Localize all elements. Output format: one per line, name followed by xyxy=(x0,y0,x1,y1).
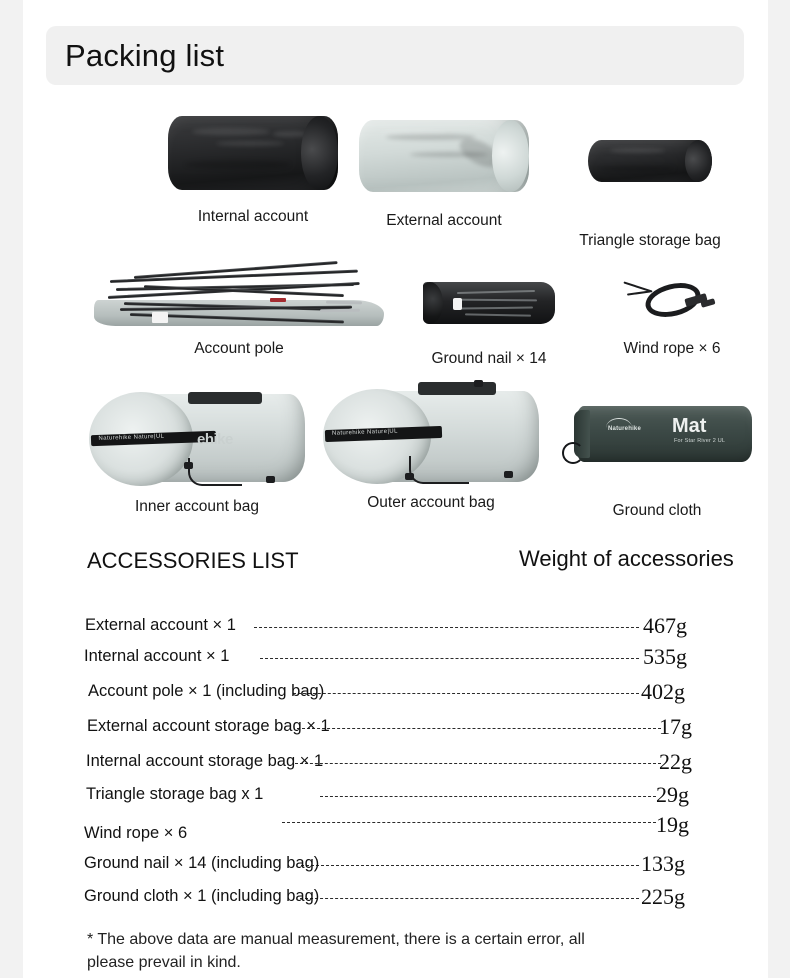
accessory-name: External account × 1 xyxy=(85,616,236,634)
accessory-name: Internal account × 1 xyxy=(84,647,230,665)
accessory-name: Internal account storage bag × 1 xyxy=(86,752,324,770)
gallery-item-outer-account-bag xyxy=(316,380,546,512)
accessory-weight: 535g xyxy=(643,644,687,669)
product-gallery xyxy=(46,116,768,519)
triangle-storage-bag-dark-icon xyxy=(588,140,712,182)
table-row xyxy=(46,851,768,885)
accessory-name: Account pole × 1 (including bag) xyxy=(88,682,325,700)
accessory-name: Wind rope × 6 xyxy=(84,824,188,842)
gallery-item-wind-rope xyxy=(584,272,760,358)
gallery-item-triangle-storage-bag xyxy=(540,116,760,250)
page-title: Packing list xyxy=(65,37,225,73)
accessory-weight: 19g xyxy=(656,812,689,837)
accessory-weight: 133g xyxy=(641,851,685,876)
gallery-row-2 xyxy=(46,254,768,366)
ground-nail-image xyxy=(423,282,555,336)
table-row xyxy=(46,644,768,678)
table-row xyxy=(46,714,768,748)
gallery-item-label: Wind rope × 6 xyxy=(623,340,721,357)
accessory-weight: 29g xyxy=(656,782,689,807)
gallery-item-label: Triangle storage bag xyxy=(579,232,721,249)
gallery-item-internal-account xyxy=(158,116,348,226)
rolled-tent-bundle-light-icon xyxy=(359,120,529,192)
gallery-item-account-pole xyxy=(94,268,384,358)
stuff-sack-band-text: Naturehike Nature|UL xyxy=(331,428,399,437)
accessories-headings xyxy=(46,548,768,588)
gallery-item-external-account xyxy=(349,116,539,230)
accessory-name: Ground cloth × 1 (including bag) xyxy=(84,887,320,905)
triangle-storage-bag-image xyxy=(588,140,712,218)
ground-nail-bundle-icon xyxy=(423,282,555,324)
accessory-name: Ground nail × 14 (including bag) xyxy=(84,854,320,872)
internal-account-image xyxy=(168,116,338,194)
accessory-weight: 467g xyxy=(643,613,687,638)
accessory-name: External account storage bag × 1 xyxy=(87,717,330,735)
rolled-tent-bundle-dark-icon xyxy=(168,116,338,190)
leader-line xyxy=(260,658,639,659)
accessory-weight: 22g xyxy=(659,749,692,774)
stuff-sack-logo-text: ehike xyxy=(197,431,233,448)
ground-cloth-image xyxy=(562,406,752,490)
page-header-card xyxy=(46,26,744,85)
table-row xyxy=(46,884,768,918)
stuff-sack-cord xyxy=(188,458,242,486)
accessories-list-heading: ACCESSORIES LIST xyxy=(87,548,299,573)
leader-line xyxy=(293,693,639,694)
gallery-item-label: External account xyxy=(386,212,502,229)
mat-drawcord xyxy=(562,442,584,464)
gallery-row-1 xyxy=(46,116,768,254)
mat-subtitle-text: For Star River 2 UL xyxy=(674,438,726,444)
leader-line xyxy=(254,627,639,628)
table-row xyxy=(46,613,768,647)
mat-brand-text: Naturehike xyxy=(608,426,642,432)
gallery-item-label: Inner account bag xyxy=(134,498,260,515)
stuff-sack-cord xyxy=(409,456,469,484)
table-row xyxy=(46,679,768,713)
gallery-item-label: Internal account xyxy=(197,208,309,225)
weight-of-accessories-heading: Weight of accessories xyxy=(519,546,734,571)
gallery-item-label: Ground cloth xyxy=(612,502,702,519)
gallery-row-3 xyxy=(46,366,768,519)
external-account-image xyxy=(359,120,529,198)
inner-account-bag-image xyxy=(89,388,305,488)
gallery-item-ground-nail xyxy=(394,272,584,368)
measurement-note: * The above data are manual measurement, there is a certain error, all please prevail in kind. xyxy=(87,931,585,971)
gallery-item-label: Account pole xyxy=(194,340,284,357)
table-row xyxy=(46,812,768,849)
account-pole-image xyxy=(94,268,384,326)
pole-bag-tag xyxy=(152,312,168,323)
leader-line xyxy=(300,898,639,899)
gallery-item-label: Ground nail × 14 xyxy=(431,350,547,367)
leader-line xyxy=(301,865,639,866)
wind-rope-image xyxy=(617,272,727,326)
accessory-weight: 225g xyxy=(641,884,685,909)
gallery-item-ground-cloth xyxy=(546,396,768,520)
stuff-sack-band-text: Naturehike Nature|UL xyxy=(98,433,165,442)
accessory-weight: 17g xyxy=(659,714,692,739)
mat-bag-icon xyxy=(576,406,752,462)
table-row xyxy=(46,749,768,783)
gallery-item-inner-account-bag xyxy=(82,388,312,516)
accessory-name: Triangle storage bag x 1 xyxy=(86,785,264,803)
outer-account-bag-image xyxy=(323,380,539,488)
gallery-item-label: Outer account bag xyxy=(367,494,495,511)
mat-word-text: Mat xyxy=(672,415,707,437)
accessory-weight: 402g xyxy=(641,679,685,704)
content-sheet xyxy=(23,0,768,978)
